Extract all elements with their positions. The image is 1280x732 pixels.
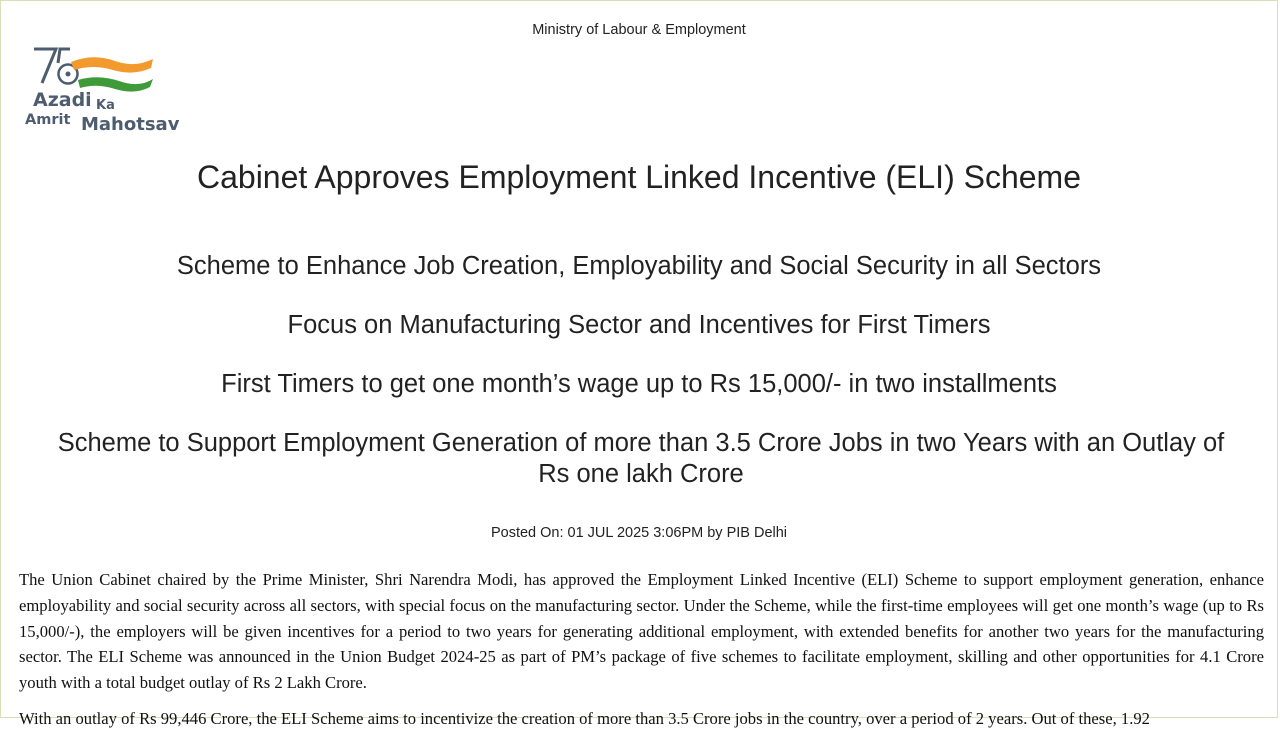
body-paragraph-2: With an outlay of Rs 99,446 Crore, the ELI Scheme aims to incentivize the creation of more than 3.5 Crore jobs in the country, over a period of 2 years. Out of these, 1.92 <box>19 709 1150 728</box>
logo-word-ka: Ka <box>96 98 115 113</box>
body-paragraph-1: The Union Cabinet chaired by the Prime Minister, Shri Narendra Modi, has approved the Employment Linked Incentive (ELI) Scheme to support employment generation, enhance employability and social security across all sectors, with special focus on the manufacturing sector. Under the Scheme, while the first-time employees will get one month’s wage (up to Rs 15,000/-), the employers will be given incentives for a period to two years for generating additional employment, with extended benefits for another two years for the manufacturing sector. The ELI Scheme was announced in the Union Budget 2024-25 as part of PM’s package of five schemes to facilitate employment, skilling and other opportunities for 4.1 Crore youth with a total budget outlay of Rs 2 Lakh Crore. <box>19 570 1264 693</box>
posted-date: Posted On: 01 JUL 2025 3:06PM by PIB Delhi <box>490 525 788 541</box>
subtitle-3: First Timers to get one month’s wage up to Rs 15,000/- in two installments <box>221 370 1057 398</box>
subtitle-1: Scheme to Enhance Job Creation, Employability and Social Security in all Sectors <box>176 252 1102 280</box>
ministry-name: Ministry of Labour & Employment <box>532 22 746 38</box>
logo-word-mahotsav: Mahotsav <box>81 114 180 135</box>
page-title: Cabinet Approves Employment Linked Incentive (ELI) Scheme <box>196 159 1081 195</box>
logo-word-azadi: Azadi <box>33 89 92 111</box>
subtitle-2: Focus on Manufacturing Sector and Incentives for First Timers <box>287 311 991 339</box>
azadi-ka-amrit-mahotsav-logo <box>23 43 193 138</box>
logo-word-amrit: Amrit <box>25 112 71 128</box>
subtitle-4: Scheme to Support Employment Generation of more than 3.5 Crore Jobs in two Years with an Outlay of Rs one lakh Crore <box>57 429 1225 488</box>
